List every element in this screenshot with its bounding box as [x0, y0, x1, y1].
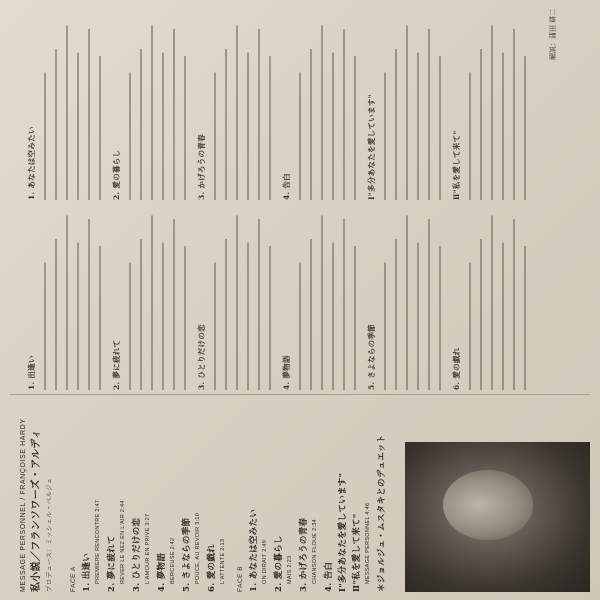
- notes-text-line: [434, 18, 445, 200]
- notes-text-line: [83, 208, 94, 390]
- notes-text-line: [412, 208, 423, 390]
- notes-heading: 3. かげろうの青春: [197, 134, 206, 200]
- notes-text-line: [94, 208, 105, 390]
- notes-heading: 2. 夢に疲れて: [112, 339, 121, 390]
- notes-text-line: [124, 208, 135, 390]
- author-credit: 解説：蒲田 耕二: [549, 8, 557, 60]
- notes-text-line: [61, 18, 72, 200]
- notes-heading: 3. ひとりだけの恋: [197, 324, 206, 390]
- track-title: 4. 夢物語: [157, 552, 167, 592]
- track-title: 1. あなたは空みたい: [249, 508, 259, 592]
- notes-text-line: [305, 18, 316, 200]
- face-b-label: FACE B: [237, 565, 244, 592]
- notes-text-line: [508, 208, 519, 390]
- notes-text-line: [242, 18, 253, 200]
- notes-text-line: [242, 208, 253, 390]
- notes-text-line: [253, 208, 264, 390]
- notes-text-line: [231, 208, 242, 390]
- notes-text-line: [50, 18, 61, 200]
- track-subtitle: MESSAGE PERSONNEL 4:46: [365, 502, 371, 584]
- notes-text-line: [157, 208, 168, 390]
- tracklist: [62, 392, 388, 592]
- notes-text-line: [423, 18, 434, 200]
- track-title: 4. 告白: [324, 561, 334, 592]
- track-subtitle: BERCEUSE 2:42: [170, 537, 176, 584]
- notes-text-line: [209, 18, 220, 200]
- notes-text-line: [50, 208, 61, 390]
- notes-text-line: [464, 208, 475, 390]
- notes-text-line: [168, 18, 179, 200]
- face-b-tracks: [249, 392, 388, 592]
- track-title: 3. かげろうの青春: [299, 517, 309, 592]
- notes-text-line: [135, 208, 146, 390]
- artist-face: [443, 470, 533, 540]
- face-a-tracks: [82, 392, 229, 592]
- notes-text-line: [338, 18, 349, 200]
- track-title: ＊ジョルジュ・ムスタキとのデュエット: [377, 434, 387, 592]
- notes-text-line: [401, 208, 412, 390]
- notes-text-line: [253, 18, 264, 200]
- notes-text-line: [231, 18, 242, 200]
- track-subtitle: REVER LE NEZ EN L'AIR 2:44: [120, 500, 126, 584]
- notes-text-line: [349, 208, 360, 390]
- notes-text-line: [39, 208, 50, 390]
- notes-text-line: [294, 18, 305, 200]
- notes-text-line: [146, 18, 157, 200]
- notes-text-line: [83, 18, 94, 200]
- notes-text-line: [497, 18, 508, 200]
- track-subtitle: L'ATTENTE 2:13: [220, 538, 226, 584]
- notes-heading: Ⅱ"私を愛して来て": [452, 130, 461, 200]
- notes-text-line: [316, 208, 327, 390]
- track-title: 6. 愛の戯れ: [207, 544, 217, 592]
- track-subtitle: CHANSON FLOUE 2:34: [312, 518, 318, 584]
- notes-heading: 4. 告白: [282, 173, 291, 200]
- notes-text-line: [264, 208, 275, 390]
- track-title: 5. さよならの季節: [182, 517, 192, 592]
- notes-text-line: [475, 18, 486, 200]
- notes-text-line: [316, 18, 327, 200]
- notes-text-line: [379, 208, 390, 390]
- notes-text-line: [168, 208, 179, 390]
- artist-photo: [405, 442, 590, 592]
- notes-text-line: [94, 18, 105, 200]
- notes-text-line: [486, 18, 497, 200]
- notes-text-line: [327, 208, 338, 390]
- notes-text-line: [497, 208, 508, 390]
- column-divider: [10, 394, 590, 395]
- title-block: [18, 392, 55, 592]
- notes-heading: 5. さよならの季節: [367, 324, 376, 390]
- notes-text-line: [220, 208, 231, 390]
- notes-text-line: [124, 18, 135, 200]
- notes-text-line: [209, 208, 220, 390]
- notes-text-line: [412, 18, 423, 200]
- notes-text-line: [519, 208, 530, 390]
- notes-text-line: [72, 18, 83, 200]
- notes-heading: 2. 愛の暮らし: [112, 149, 121, 200]
- producer-credit: プロデュース：ミッシェル・ベルジェ: [45, 477, 53, 592]
- notes-text-line: [475, 208, 486, 390]
- notes-text-line: [486, 208, 497, 390]
- title-japanese: 私小説／フランソワーズ・アルディ: [31, 428, 42, 592]
- notes-heading: Ⅰ"多分あなたを愛しています": [367, 94, 376, 200]
- notes-text-line: [379, 18, 390, 200]
- notes-text-line: [61, 208, 72, 390]
- track-title: Ⅱ"私を愛して来て": [352, 513, 362, 592]
- notes-text-line: [519, 18, 530, 200]
- track-title: 1. 出逢い: [82, 552, 92, 592]
- notes-text-line: [294, 208, 305, 390]
- notes-text-line: [72, 208, 83, 390]
- notes-text-line: [338, 208, 349, 390]
- notes-text-line: [39, 18, 50, 200]
- notes-heading: 6. 愛の戯れ: [452, 347, 461, 390]
- notes-text-line: [349, 18, 360, 200]
- track-title: Ⅰ"多分あなたを愛しています": [338, 472, 348, 592]
- track-subtitle: ON DIRAIT 2:49: [262, 539, 268, 584]
- notes-text-line: [508, 18, 519, 200]
- notes-heading: 4. 夢物語: [282, 355, 291, 390]
- track-subtitle: PREMIERE RENCONTRE 2:47: [95, 499, 101, 584]
- notes-text-line: [179, 208, 190, 390]
- notes-text-line: [157, 18, 168, 200]
- track-title: 2. 夢に疲れて: [107, 535, 117, 592]
- track-title: 2. 愛の暮らし: [274, 535, 284, 592]
- notes-text-line: [135, 18, 146, 200]
- track-subtitle: MAIS 2:23: [287, 555, 293, 584]
- notes-text-line: [390, 208, 401, 390]
- notes-column-a: [20, 208, 580, 390]
- notes-text-line: [264, 18, 275, 200]
- notes-column-b: [20, 18, 580, 200]
- notes-heading: 1. あなたは空みたい: [27, 126, 36, 200]
- track-subtitle: L'AMOUR EN PRIVE 3:27: [145, 513, 151, 584]
- notes-text-line: [327, 18, 338, 200]
- notes-text-line: [423, 208, 434, 390]
- notes-text-line: [390, 18, 401, 200]
- notes-text-line: [434, 208, 445, 390]
- notes-text-line: [179, 18, 190, 200]
- track-title: 3. ひとりだけの恋: [132, 517, 142, 592]
- notes-heading: 1. 出逢い: [27, 355, 36, 390]
- track-subtitle: POUCE, AU REVOIR 3:10: [195, 512, 201, 584]
- title-english: MESSAGE PERSONNEL / FRANÇOISE HARDY: [20, 418, 27, 592]
- notes-text-line: [146, 208, 157, 390]
- notes-text-line: [305, 208, 316, 390]
- notes-text-line: [401, 18, 412, 200]
- notes-text-line: [220, 18, 231, 200]
- notes-text-line: [464, 18, 475, 200]
- face-a-label: FACE A: [70, 566, 77, 592]
